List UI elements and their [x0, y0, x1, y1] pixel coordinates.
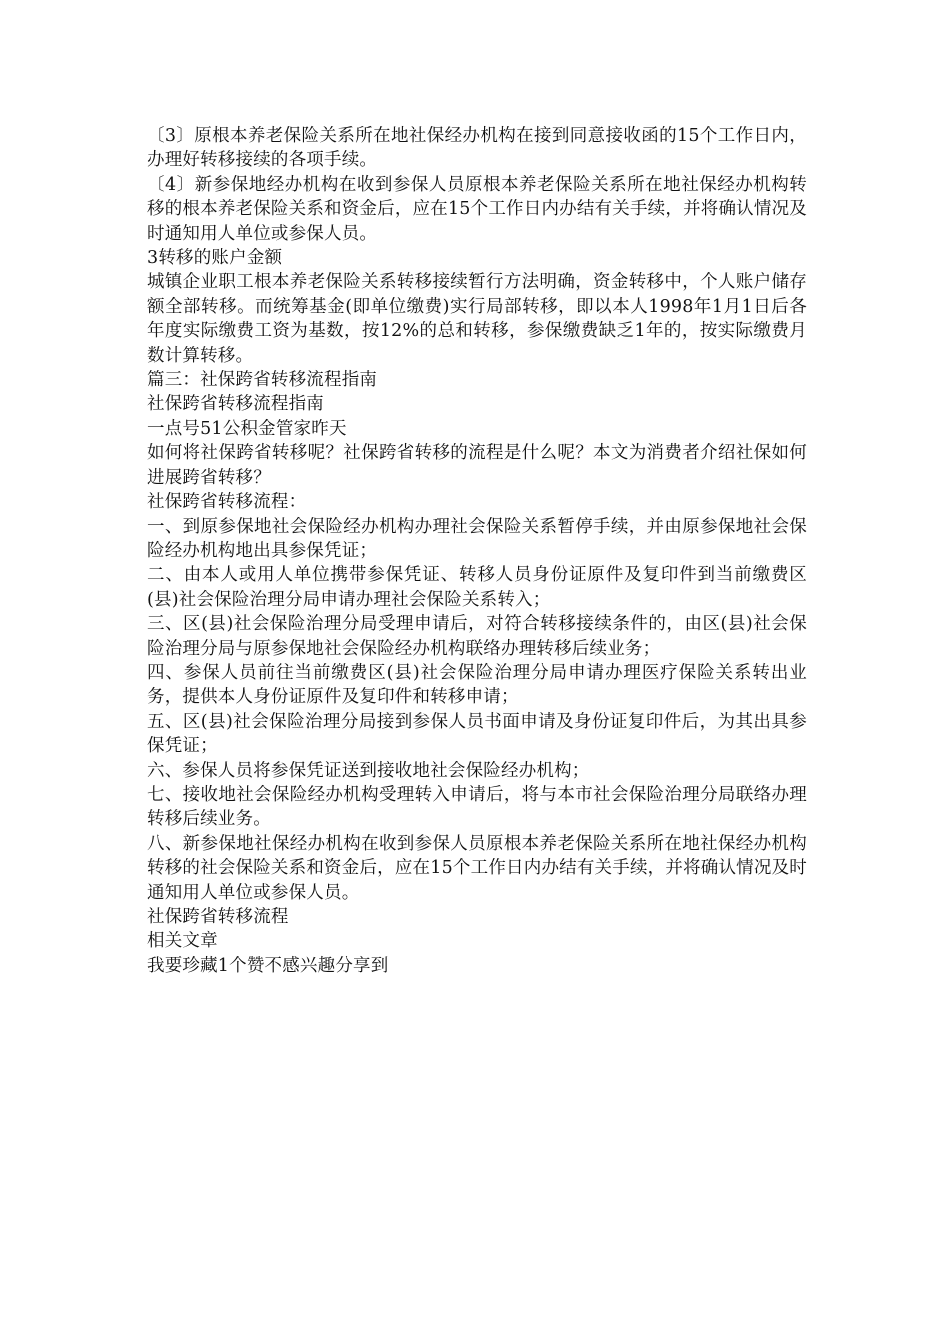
process-step-4: 四、参保人员前往当前缴费区(县)社会保险治理分局申请办理医疗保险关系转出业务，提供本人身份证原件及复印件和转移申请；: [147, 662, 807, 708]
process-step-2: 二、由本人或用人单位携带参保凭证、转移人员身份证原件及复印件到当前缴费区(县)社会保险治理分局申请办理社会保险关系转入；: [147, 565, 807, 610]
process-step-7: 七、接收地社会保险经办机构受理转入申请后，将与本市社会保险治理分局联络办理转移后续业务。: [147, 784, 807, 830]
article-title: 社保跨省转移流程指南: [147, 394, 324, 415]
paragraph-step-3: 〔3〕原根本养老保险关系所在地社保经办机构在接到同意接收函的15个工作日内，办理好转移接续的各项手续。: [147, 126, 807, 171]
process-step-1: 一、到原参保地社会保险经办机构办理社会保险关系暂停手续，并由原参保地社会保险经办机构地出具参保凭证；: [147, 516, 807, 561]
section-heading-transfer-amount: 3转移的账户金额: [147, 248, 283, 269]
process-step-6: 六、参保人员将参保凭证送到接收地社会保险经办机构；: [147, 760, 590, 781]
article-byline: 一点号51公积金管家昨天: [147, 418, 347, 439]
article-footer-title: 社保跨省转移流程: [147, 907, 289, 927]
paragraph-step-4: 〔4〕新参保地经办机构在收到参保人员原根本养老保险关系所在地社保经办机构转移的根本养老保险关系和资金后，应在15个工作日内办结有关手续，并将确认情况及时通知用人单位或参保人员。: [147, 174, 807, 244]
document-body: [147, 124, 807, 978]
process-step-8: 八、新参保地社保经办机构在收到参保人员原根本养老保险关系所在地社保经办机构转移的社会保险关系和资金后，应在15个工作日内办结有关手续，并将确认情况及时通知用人单位或参保人员。: [147, 833, 807, 903]
process-heading: 社保跨省转移流程：: [147, 492, 307, 513]
process-step-3: 三、区(县)社会保险治理分局受理申请后，对符合转移接续条件的，由区(县)社会保险治理分局与原参保地社会保险经办机构联络办理转移后续业务；: [147, 614, 807, 659]
paragraph-transfer-amount: 城镇企业职工根本养老保险关系转移接续暂行方法明确，资金转移中，个人账户储存额全部转移。而统筹基金(即单位缴费)实行局部转移，即以本人1998年1月1日后各年度实际缴费工资为基数，按12%的总和转移，参保缴费缺乏1年的，按实际缴费月数计算转移。: [147, 272, 807, 366]
article-heading-part-three: 篇三：社保跨省转移流程指南: [147, 370, 378, 391]
process-step-5: 五、区(县)社会保险治理分局接到参保人员书面申请及身份证复印件后，为其出具参保凭证；: [147, 711, 807, 757]
share-actions-line: 我要珍藏1个赞不感兴趣分享到: [147, 955, 389, 976]
related-articles-label: 相关文章: [147, 931, 218, 952]
article-intro: 如何将社保跨省转移呢？社保跨省转移的流程是什么呢？本文为消费者介绍社保如何进展跨省转移？: [147, 443, 807, 488]
